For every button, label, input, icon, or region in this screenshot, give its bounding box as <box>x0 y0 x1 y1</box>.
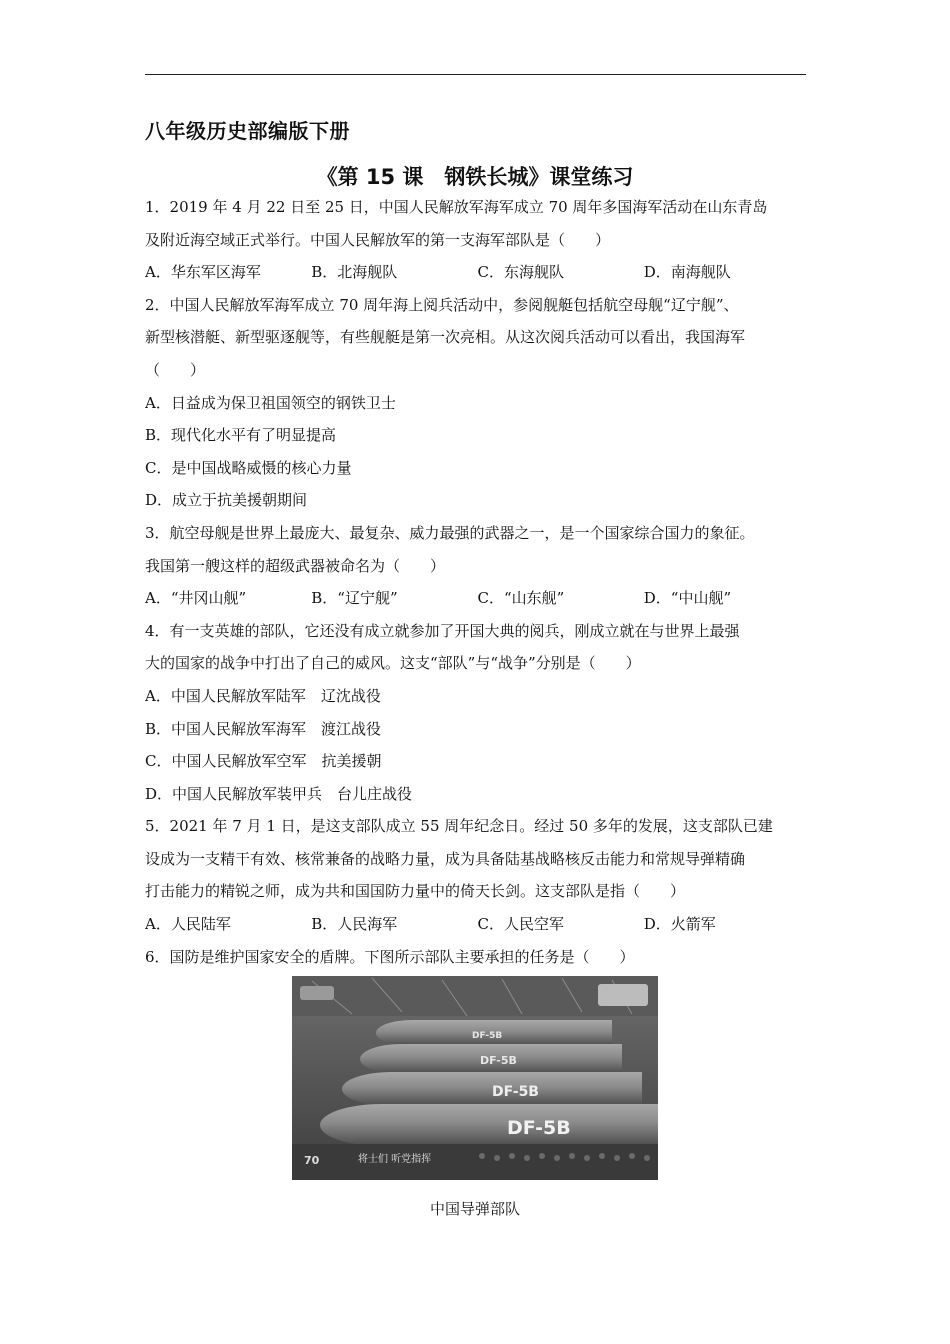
option-a: A．“井冈山舰” <box>145 589 247 608</box>
option-b: B．“辽宁舰” <box>311 589 398 608</box>
broadcast-logo: 70 <box>304 1154 320 1167</box>
question-1 <box>145 191 810 289</box>
broadcast-caption: 将士们 听党指挥 <box>358 1154 432 1165</box>
option-c: C．“山东舰” <box>477 589 565 608</box>
question-3 <box>145 517 810 615</box>
option-c: C．东海舰队 <box>477 263 564 282</box>
question-stem-line: 1．2019 年 4 月 22 日至 25 日，中国人民解放军海军成立 70 周年多国海军活动在山东青岛 <box>145 198 768 216</box>
question-stem-line: 5．2021 年 7 月 1 日，是这支部队成立 55 周年纪念日。经过 50 多年的发展，这支部队已建 <box>145 817 773 836</box>
option-a: A．华东军区海军 <box>145 263 261 282</box>
option-c: C．中国人民解放军空军 抗美援朝 <box>145 752 382 771</box>
option-d: D．南海舰队 <box>643 263 731 282</box>
figure-caption: 中国导弹部队 <box>429 1200 520 1218</box>
question-4 <box>145 615 810 811</box>
option-b: B．现代化水平有了明显提高 <box>145 426 337 445</box>
question-stem-line: 6．国防是维护国家安全的盾牌。下图所示部队主要承担的任务是（ ） <box>145 947 635 966</box>
option-a: A．日益成为保卫祖国领空的钢铁卫士 <box>145 393 396 412</box>
header-rule <box>145 74 806 75</box>
option-row <box>145 256 810 289</box>
option-a: A．人民陆军 <box>145 915 231 934</box>
question-6 <box>145 941 810 974</box>
missile-4 <box>320 1104 658 1146</box>
question-list <box>145 191 810 973</box>
option-d: D．中国人民解放军装甲兵 台儿庄战役 <box>145 784 413 803</box>
question-stem-line: （ ） <box>145 360 206 379</box>
lesson-title: 《第 15 课 钢铁长城》课堂练习 <box>316 165 634 189</box>
option-b: B．人民海军 <box>311 915 398 934</box>
question-stem-line: 新型核潜艇、新型驱逐舰等，有些舰艇是第一次亮相。从这次阅兵活动可以看出，我国海军 <box>145 328 746 347</box>
question-stem-line: 及附近海空域正式举行。中国人民解放军的第一支海军部队是（ ） <box>145 230 611 249</box>
question-stem-line: 我国第一艘这样的超级武器被命名为（ ） <box>145 556 446 575</box>
option-c: C．是中国战略威慑的核心力量 <box>145 458 352 477</box>
option-d: D．成立于抗美援朝期间 <box>145 491 308 510</box>
question-stem-line: 大的国家的战争中打出了自己的威风。这支“部队”与“战争”分别是（ ） <box>145 654 641 673</box>
option-d: D．火箭军 <box>643 915 716 934</box>
option-c: C．人民空军 <box>477 915 564 934</box>
question-stem-line: 4．有一支英雄的部队，它还没有成立就参加了开国大典的阅兵，刚成立就在与世界上最强 <box>145 621 740 640</box>
option-b: B．中国人民解放军海军 渡江战役 <box>145 719 382 738</box>
question-stem-line: 设成为一支精干有效、核常兼备的战略力量，成为具备陆基战略核反击能力和常规导弹精确 <box>145 849 746 868</box>
question-2 <box>145 289 810 517</box>
missile-label: DF-5B <box>472 1031 503 1041</box>
question-stem-line: 打击能力的精锐之师，成为共和国国防力量中的倚天长剑。这支部队是指（ ） <box>145 882 686 901</box>
option-row <box>145 582 810 615</box>
missile-label: DF-5B <box>480 1054 517 1067</box>
question-stem-line: 3．航空母舰是世界上最庞大、最复杂、威力最强的武器之一，是一个国家综合国力的象征。 <box>145 523 755 542</box>
option-d: D．“中山舰” <box>643 589 732 608</box>
missile-label: DF-5B <box>492 1084 539 1100</box>
option-b: B．北海舰队 <box>311 263 398 282</box>
missile-label: DF-5B <box>507 1117 571 1139</box>
question-stem-line: 2．中国人民解放军海军成立 70 周年海上阅兵活动中，参阅舰艇包括航空母舰“辽宁舰”、 <box>145 295 739 314</box>
missile-parade-photo <box>292 976 658 1180</box>
grade-heading: 八年级历史部编版下册 <box>145 119 350 143</box>
question-5 <box>145 810 810 940</box>
option-a: A．中国人民解放军陆军 辽沈战役 <box>145 686 381 705</box>
option-row <box>145 908 810 941</box>
